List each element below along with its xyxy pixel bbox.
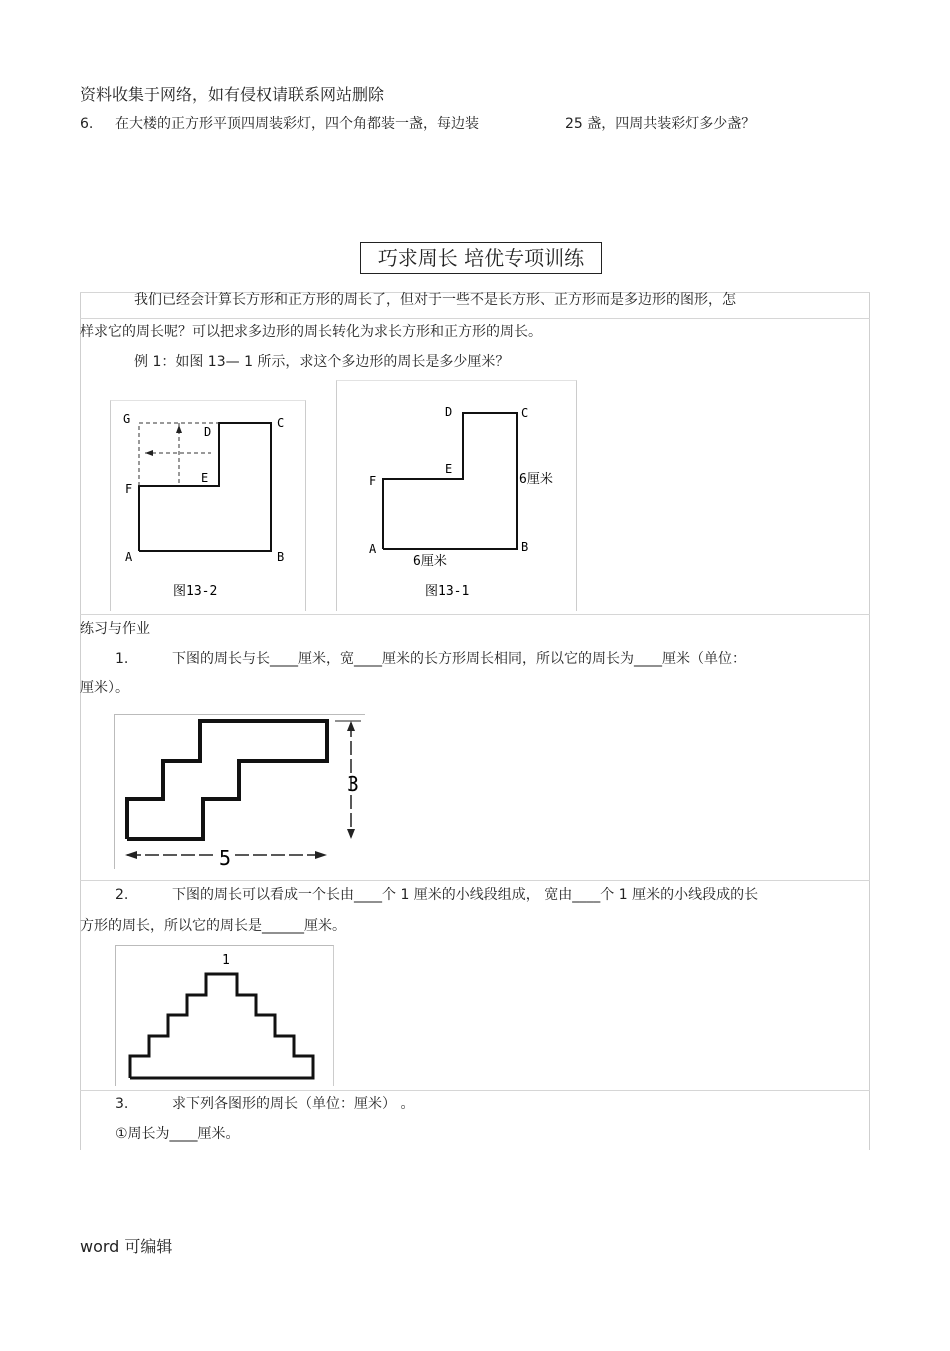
- label-d: D: [445, 405, 453, 419]
- label-f: F: [125, 482, 133, 496]
- label-e: E: [445, 462, 453, 476]
- label-c: C: [277, 416, 285, 430]
- label-b: B: [277, 550, 285, 564]
- section-title: 巧求周长 培优专项训练: [377, 246, 585, 270]
- figure-13-2-drawing: [111, 401, 305, 611]
- practice-1-drawing: [115, 715, 365, 869]
- question-6-number: 6.: [80, 116, 94, 132]
- practice-2-figure: [115, 945, 334, 1086]
- section-title-box: [360, 242, 602, 274]
- intro-line-1: 我们已经会计算长方形和正方形的周长了，但对于一些不是长方形、正方形而是多边形的图形，怎: [134, 292, 736, 308]
- row-divider: [80, 1090, 870, 1091]
- practice-2-text-2: 方形的周长，所以它的周长是______厘米。: [80, 918, 346, 934]
- practice-3-text: 求下列各图形的周长（单位：厘米） 。: [172, 1096, 415, 1112]
- label-a: A: [125, 550, 133, 564]
- practice-1-text-2: 厘米）。: [80, 680, 129, 696]
- dimension-side: 6厘米: [519, 472, 553, 487]
- label-c: C: [521, 406, 529, 420]
- figure-13-2-caption: 图13-2: [173, 584, 218, 599]
- practice-2-text: 下图的周长可以看成一个长由____个 1 厘米的小线段组成， 宽由____个 1 厘米的小线段成的长: [172, 887, 759, 903]
- label-d: D: [204, 425, 212, 439]
- dimension-top: 1: [222, 953, 230, 968]
- label-b: B: [521, 540, 529, 554]
- dimension-height: 3: [347, 772, 360, 796]
- left-border: [80, 292, 81, 1150]
- label-g: G: [123, 412, 131, 426]
- practice-1-number: 1.: [115, 651, 129, 667]
- label-e: E: [201, 471, 209, 485]
- practice-heading: 练习与作业: [80, 621, 150, 637]
- dimension-width: 5: [219, 846, 232, 869]
- label-a: A: [369, 542, 377, 556]
- question-6-text-end: 25 盏，四周共装彩灯多少盏？: [565, 116, 756, 132]
- example-1-text: 例 1：如图 13— 1 所示，求这个多边形的周长是多少厘米？: [134, 354, 510, 370]
- row-divider: [80, 318, 870, 319]
- right-border: [869, 292, 870, 1150]
- practice-3-sub-1: ①周长为____厘米。: [115, 1126, 240, 1142]
- label-f: F: [369, 474, 377, 488]
- intro-line-2: 样求它的周长呢？可以把求多边形的周长转化为求长方形和正方形的周长。: [80, 324, 542, 340]
- practice-1-figure: [114, 714, 365, 869]
- figure-13-1-drawing: [337, 381, 576, 611]
- practice-3-number: 3.: [115, 1096, 129, 1112]
- question-6-text: 在大楼的正方形平顶四周装彩灯，四个角都装一盏，每边装: [115, 116, 479, 132]
- figure-13-2: [110, 400, 306, 611]
- page-footer: word 可编辑: [80, 1237, 173, 1256]
- row-divider: [80, 614, 870, 615]
- practice-2-drawing: [116, 946, 333, 1086]
- row-divider: [80, 880, 870, 881]
- figure-13-1-caption: 图13-1: [425, 584, 470, 599]
- practice-1-text: 下图的周长与长____厘米，宽____厘米的长方形周长相同，所以它的周长为____厘米（单位：: [172, 651, 746, 667]
- page-header: 资料收集于网络，如有侵权请联系网站删除: [80, 85, 385, 104]
- figure-13-1: [336, 380, 577, 611]
- dimension-bottom: 6厘米: [413, 554, 447, 569]
- practice-2-number: 2.: [115, 887, 129, 903]
